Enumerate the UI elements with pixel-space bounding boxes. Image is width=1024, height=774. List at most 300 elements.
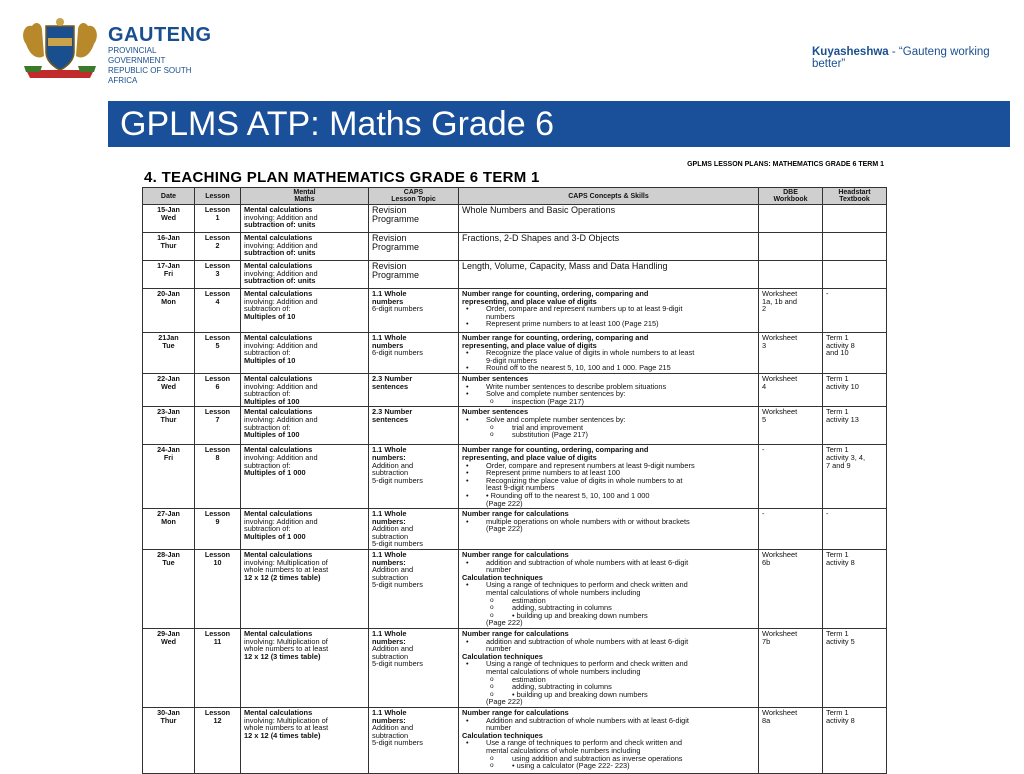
concept-line: o substitution (Page 217)	[462, 431, 755, 439]
headstart-line: Term 1	[826, 373, 849, 383]
lesson-label: Lesson	[204, 233, 231, 242]
cell-mental-maths	[241, 261, 369, 289]
lesson-label: Lesson	[204, 550, 231, 560]
lesson-label: Lesson	[204, 407, 231, 417]
mental-line: Mental calculations	[244, 629, 313, 638]
mental-line: involving: Addition and	[244, 414, 318, 424]
col-header-dbe	[759, 188, 823, 205]
topic-line: 1.1 Whole	[372, 509, 407, 519]
concept-line: number	[486, 723, 512, 733]
cell-dbe-workbook	[759, 289, 823, 333]
col-header-dbe-l1: DBE	[783, 189, 798, 196]
cell-dbe-workbook	[759, 509, 823, 550]
mental-line: involving: Addition and	[244, 268, 318, 278]
cell-concepts	[459, 407, 759, 445]
date-day: 29-Jan	[157, 629, 180, 638]
cell-headstart	[823, 407, 887, 445]
coat-of-arms-icon	[16, 16, 104, 80]
dbe-line: Worksheet	[762, 407, 798, 417]
headstart-line: and 10	[826, 348, 849, 358]
logo-name: GAUTENG	[108, 24, 212, 46]
topic-line: subtraction	[372, 468, 409, 478]
table-row	[143, 289, 887, 333]
lesson-label: Lesson	[204, 707, 231, 717]
cell-mental-maths	[241, 629, 369, 708]
cell-headstart	[823, 333, 887, 374]
concept-line: • addition and subtraction of whole numbers with at least 6-digit	[462, 638, 755, 646]
concept-line: • Order, compare and represent numbers at least 9-digit numbers	[462, 462, 755, 470]
table-row	[143, 407, 887, 445]
cell-date	[143, 261, 195, 289]
concept-line: • Recognizing the place value of digits in whole numbers to at	[462, 477, 755, 485]
concept-line: o • building up and breaking down numbers	[462, 691, 755, 699]
mental-line: subtraction of: units	[244, 220, 316, 230]
topic-line: subtraction	[372, 531, 409, 541]
col-header-lesson: Lesson	[195, 188, 241, 205]
table-row	[143, 333, 887, 374]
mental-line: subtraction of:	[244, 524, 291, 534]
topic-line: 1.1 Whole	[372, 629, 407, 638]
concept-line: • • Rounding off to the nearest 5, 10, 100 and 1 000	[462, 492, 755, 500]
lesson-label: Lesson	[204, 509, 231, 519]
cell-date	[143, 373, 195, 406]
dbe-line: Worksheet	[762, 707, 798, 717]
topic-line: 1.1 Whole	[372, 289, 407, 298]
topic-line: 1.1 Whole	[372, 707, 407, 717]
date-day: 27-Jan	[157, 509, 180, 519]
col-header-headstart-l2: Textbook	[839, 196, 870, 203]
concept-line: Calculation techniques	[462, 651, 543, 661]
col-header-caps	[369, 188, 459, 205]
logo-sub-line1: PROVINCIAL GOVERNMENT	[108, 46, 166, 65]
concept-line: number	[486, 565, 512, 575]
concept-line: • Recognize the place value of digits in whole numbers to at least	[462, 349, 755, 357]
mental-line: involving: Addition and	[244, 296, 318, 306]
table-row	[143, 233, 887, 261]
mental-line: subtraction of:	[244, 460, 291, 470]
concept-line: • Using a range of techniques to perform and check written and	[462, 660, 755, 668]
lesson-label: Lesson	[204, 261, 231, 270]
cell-concepts	[459, 373, 759, 406]
cell-concepts	[459, 289, 759, 333]
topic-line: Revision	[372, 261, 407, 271]
mental-line: whole numbers to at least	[244, 644, 329, 654]
concept-line: 9-digit numbers	[486, 355, 537, 365]
date-day: 28-Jan	[157, 550, 180, 560]
mental-line: subtraction of:	[244, 348, 291, 358]
concept-line: • Solve and complete number sentences by:	[462, 390, 755, 398]
cell-lesson	[195, 407, 241, 445]
table-body	[143, 205, 887, 774]
lesson-label: Lesson	[204, 289, 231, 298]
headstart-line: -	[826, 289, 829, 298]
cell-dbe-workbook	[759, 233, 823, 261]
headstart-line: activity 3, 4,	[826, 452, 866, 462]
cell-lesson-topic	[369, 550, 459, 629]
cell-dbe-workbook	[759, 373, 823, 406]
date-weekday: Wed	[160, 381, 177, 391]
cell-lesson	[195, 261, 241, 289]
cell-mental-maths	[241, 233, 369, 261]
col-header-caps-l2: Lesson Topic	[391, 196, 436, 203]
topic-line: numbers:	[372, 557, 406, 567]
lesson-number: 6	[215, 381, 220, 391]
cell-lesson	[195, 445, 241, 509]
mental-line: Mental calculations	[244, 205, 313, 214]
concept-line: • Order, compare and represent numbers up to at least 9-digit	[462, 305, 755, 313]
concept-line: o adding, subtracting in columns	[462, 683, 755, 691]
concept-line: • multiple operations on whole numbers with or without brackets	[462, 518, 755, 526]
cell-date	[143, 445, 195, 509]
cell-date	[143, 407, 195, 445]
cell-lesson-topic	[369, 509, 459, 550]
topic-line: numbers	[372, 296, 404, 306]
concept-line: (Page 222)	[486, 618, 523, 628]
mental-line: involving: Multiplication of	[244, 715, 328, 725]
topic-line: Addition and	[372, 644, 414, 654]
mental-line: subtraction of: units	[244, 276, 316, 286]
cell-date	[143, 205, 195, 233]
cell-mental-maths	[241, 373, 369, 406]
mental-line: involving: Addition and	[244, 516, 318, 526]
concept-line: Number range for calculations	[462, 629, 569, 638]
concept-line: representing, and place value of digits	[462, 340, 597, 350]
headstart-line: Term 1	[826, 407, 849, 417]
mental-line: involving: Addition and	[244, 240, 318, 250]
col-header-dbe-l2: Workbook	[773, 196, 808, 203]
col-header-mental-l1: Mental	[293, 189, 316, 196]
headstart-line: activity 8	[826, 557, 855, 567]
cell-date	[143, 629, 195, 708]
concept-line: • Write number sentences to describe problem situations	[462, 383, 755, 391]
concept-line: • Represent prime numbers to at least 100 (Page 215)	[462, 320, 755, 328]
cell-lesson-topic	[369, 373, 459, 406]
title-banner	[108, 101, 1010, 147]
mental-line: Mental calculations	[244, 289, 313, 298]
cell-dbe-workbook	[759, 550, 823, 629]
lesson-label: Lesson	[204, 333, 231, 342]
mental-line: Multiples of 100	[244, 396, 300, 406]
cell-concepts	[459, 333, 759, 374]
mental-line: 12 x 12 (3 times table)	[244, 651, 321, 661]
col-header-headstart-l1: Headstart	[838, 189, 871, 196]
date-weekday: Fri	[163, 452, 174, 462]
dbe-line: 5	[762, 414, 767, 424]
mental-line: Multiples of 1 000	[244, 531, 306, 541]
mental-line: Mental calculations	[244, 233, 313, 242]
dbe-line: Worksheet	[762, 333, 798, 342]
concept-line: • Represent prime numbers to at least 100	[462, 469, 755, 477]
dbe-line: 3	[762, 340, 767, 350]
concept-line: numbers	[486, 311, 515, 321]
cell-date	[143, 333, 195, 374]
cell-dbe-workbook	[759, 205, 823, 233]
lesson-number: 4	[215, 296, 220, 306]
concept-line: representing, and place value of digits	[462, 296, 597, 306]
date-day: 16-Jan	[157, 233, 180, 242]
cell-lesson	[195, 373, 241, 406]
topic-line: numbers:	[372, 516, 406, 526]
topic-line: sentences	[372, 414, 409, 424]
date-weekday: Tue	[162, 557, 175, 567]
headstart-line: -	[826, 509, 829, 519]
mental-line: Mental calculations	[244, 261, 313, 270]
mental-line: Mental calculations	[244, 333, 313, 342]
mental-line: subtraction of:	[244, 389, 291, 399]
table-header-row	[143, 188, 887, 205]
cell-concepts: Whole Numbers and Basic Operations	[459, 205, 759, 233]
topic-line: numbers	[372, 340, 404, 350]
mental-line: involving: Addition and	[244, 340, 318, 350]
tagline	[812, 46, 1024, 70]
mental-line: Mental calculations	[244, 373, 313, 383]
cell-date	[143, 233, 195, 261]
col-header-concepts: CAPS Concepts & Skills	[459, 188, 759, 205]
lesson-number: 1	[215, 212, 220, 222]
dbe-line: 8a	[762, 715, 771, 725]
mental-line: involving: Addition and	[244, 381, 318, 391]
cell-dbe-workbook	[759, 261, 823, 289]
date-weekday: Fri	[163, 268, 174, 278]
concept-line: • addition and subtraction of whole numbers with at least 6-digit	[462, 559, 755, 567]
mental-line: Multiples of 10	[244, 311, 296, 321]
cell-lesson	[195, 509, 241, 550]
topic-line: Revision	[372, 233, 407, 243]
topic-line: Addition and	[372, 723, 414, 733]
headstart-line: Term 1	[826, 445, 849, 455]
lesson-number: 7	[215, 414, 220, 424]
cell-date	[143, 509, 195, 550]
date-day: 30-Jan	[157, 707, 180, 717]
cell-concepts	[459, 550, 759, 629]
mental-line: subtraction of:	[244, 422, 291, 432]
concept-line: • Using a range of techniques to perform and check written and	[462, 581, 755, 589]
dbe-line: 2	[762, 304, 767, 314]
lesson-number: 3	[215, 268, 220, 278]
mental-line: subtraction of: units	[244, 248, 316, 258]
concept-line: • Addition and subtraction of whole numbers with at least 6-digit	[462, 717, 755, 725]
mental-line: subtraction of:	[244, 304, 291, 314]
mental-line: Multiples of 1 000	[244, 468, 306, 478]
cell-headstart	[823, 509, 887, 550]
dbe-line: -	[762, 445, 765, 455]
concept-line: mental calculations of whole numbers including	[486, 745, 641, 755]
table-row	[143, 261, 887, 289]
topic-line: 5-digit numbers	[372, 580, 423, 590]
cell-lesson	[195, 707, 241, 773]
cell-concepts: Fractions, 2-D Shapes and 3-D Objects	[459, 233, 759, 261]
headstart-line: Term 1	[826, 707, 849, 717]
cell-lesson-topic	[369, 333, 459, 374]
topic-line: Programme	[372, 214, 420, 224]
mental-line: Mental calculations	[244, 550, 313, 560]
cell-lesson-topic	[369, 205, 459, 233]
cell-lesson-topic	[369, 233, 459, 261]
dbe-line: 1a, 1b and	[762, 296, 797, 306]
cell-headstart	[823, 550, 887, 629]
concept-line: o estimation	[462, 676, 755, 684]
document-image	[136, 157, 888, 771]
logo-sub-line2: REPUBLIC OF SOUTH AFRICA	[108, 66, 192, 85]
concept-line: • Solve and complete number sentences by:	[462, 416, 755, 424]
document-title: 4. TEACHING PLAN MATHEMATICS GRADE 6 TERM 1	[144, 169, 540, 186]
cell-lesson-topic	[369, 707, 459, 773]
table-row	[143, 373, 887, 406]
topic-line: 5-digit numbers	[372, 475, 423, 485]
table-row	[143, 550, 887, 629]
lesson-number: 5	[215, 340, 220, 350]
cell-lesson	[195, 233, 241, 261]
mental-line: whole numbers to at least	[244, 723, 329, 733]
headstart-line: activity 13	[826, 414, 859, 424]
lesson-label: Lesson	[204, 205, 231, 214]
col-header-headstart	[823, 188, 887, 205]
date-day: 15-Jan	[157, 205, 180, 214]
date-day: 23-Jan	[157, 407, 180, 417]
concept-line: (Page 222)	[486, 697, 523, 707]
date-day: 21Jan	[158, 333, 179, 342]
date-day: 17-Jan	[157, 261, 180, 270]
concept-line: Number range for calculations	[462, 509, 569, 519]
topic-line: subtraction	[372, 572, 409, 582]
cell-mental-maths	[241, 333, 369, 374]
concept-line: • Round off to the nearest 5, 10, 100 and 1 000. Page 215	[462, 364, 755, 372]
lesson-number: 12	[213, 715, 222, 725]
cell-date	[143, 289, 195, 333]
dbe-line: Worksheet	[762, 629, 798, 638]
cell-headstart	[823, 289, 887, 333]
table-row	[143, 629, 887, 708]
headstart-line: activity 10	[826, 381, 859, 391]
topic-line: subtraction	[372, 730, 409, 740]
cell-concepts	[459, 707, 759, 773]
cell-dbe-workbook	[759, 445, 823, 509]
concept-line: o using addition and subtraction as inverse operations	[462, 755, 755, 763]
topic-line: Addition and	[372, 460, 414, 470]
table-row	[143, 707, 887, 773]
concept-line: representing, and place value of digits	[462, 452, 597, 462]
concept-line: Calculation techniques	[462, 572, 543, 582]
cell-mental-maths	[241, 407, 369, 445]
cell-lesson-topic	[369, 289, 459, 333]
dbe-line: 7b	[762, 636, 771, 646]
topic-line: 1.1 Whole	[372, 445, 407, 455]
cell-date	[143, 707, 195, 773]
cell-dbe-workbook	[759, 333, 823, 374]
topic-line: Programme	[372, 270, 420, 280]
cell-headstart	[823, 205, 887, 233]
lesson-label: Lesson	[204, 445, 231, 455]
col-header-date: Date	[143, 188, 195, 205]
lesson-number: 9	[215, 516, 220, 526]
concept-line: • Use a range of techniques to perform and check written and	[462, 739, 755, 747]
topic-line: Programme	[372, 242, 420, 252]
headstart-line: activity 5	[826, 636, 855, 646]
date-weekday: Thur	[160, 240, 177, 250]
concept-line: o inspection (Page 217)	[462, 398, 755, 406]
topic-line: sentences	[372, 381, 409, 391]
date-weekday: Thur	[160, 715, 177, 725]
cell-dbe-workbook	[759, 707, 823, 773]
cell-lesson	[195, 333, 241, 374]
cell-date	[143, 550, 195, 629]
mental-line: Multiples of 10	[244, 355, 296, 365]
page-title: GPLMS ATP: Maths Grade 6	[120, 105, 554, 143]
topic-line: 6-digit numbers	[372, 348, 423, 358]
date-day: 24-Jan	[157, 445, 180, 455]
dbe-line: -	[762, 509, 765, 519]
topic-line: 6-digit numbers	[372, 304, 423, 314]
concept-line: Number range for counting, ordering, comparing and	[462, 333, 649, 342]
dbe-line: Worksheet	[762, 550, 798, 560]
cell-headstart	[823, 445, 887, 509]
concept-line: Number range for calculations	[462, 550, 569, 560]
mental-line: involving: Addition and	[244, 452, 318, 462]
topic-line: 5-digit numbers	[372, 738, 423, 748]
cell-lesson-topic	[369, 261, 459, 289]
lesson-number: 10	[213, 557, 222, 567]
lesson-number: 11	[213, 636, 222, 646]
date-weekday: Wed	[160, 212, 177, 222]
headstart-line: Term 1	[826, 629, 849, 638]
mental-line: Mental calculations	[244, 509, 313, 519]
topic-line: 1.1 Whole	[372, 550, 407, 560]
cell-lesson-topic	[369, 445, 459, 509]
cell-mental-maths	[241, 550, 369, 629]
topic-line: 5-digit numbers	[372, 659, 423, 669]
mental-line: Mental calculations	[244, 707, 313, 717]
headstart-line: activity 8	[826, 715, 855, 725]
date-weekday: Mon	[161, 296, 176, 306]
cell-mental-maths	[241, 445, 369, 509]
concept-line: Number range for counting, ordering, comparing and	[462, 289, 649, 298]
mental-line: Mental calculations	[244, 407, 313, 417]
dbe-line: Worksheet	[762, 289, 798, 298]
topic-line: 2.3 Number	[372, 407, 413, 417]
concept-line: o • building up and breaking down numbers	[462, 612, 755, 620]
tagline-brand: Kuyasheshwa	[812, 46, 889, 58]
cell-dbe-workbook	[759, 407, 823, 445]
lesson-label: Lesson	[204, 373, 231, 383]
cell-headstart	[823, 373, 887, 406]
cell-concepts	[459, 629, 759, 708]
mental-line: 12 x 12 (2 times table)	[244, 572, 321, 582]
topic-line: Addition and	[372, 524, 414, 534]
concept-line: Number range for calculations	[462, 707, 569, 717]
concept-line: Calculation techniques	[462, 730, 543, 740]
concept-line: (Page 222)	[486, 498, 523, 508]
topic-line: numbers:	[372, 452, 406, 462]
tagline-text: - “Gauteng working better”	[812, 46, 990, 70]
cell-concepts: Length, Volume, Capacity, Mass and Data Handling	[459, 261, 759, 289]
topic-line: subtraction	[372, 651, 409, 661]
mental-line: Mental calculations	[244, 445, 313, 455]
date-weekday: Thur	[160, 414, 177, 424]
cell-headstart	[823, 707, 887, 773]
concept-line: o estimation	[462, 597, 755, 605]
cell-mental-maths	[241, 289, 369, 333]
topic-line: 5-digit numbers	[372, 539, 423, 549]
concept-line: o • using a calculator (Page 222- 223)	[462, 762, 755, 770]
cell-headstart	[823, 233, 887, 261]
topic-line: Addition and	[372, 565, 414, 575]
table-row	[143, 509, 887, 550]
mental-line: involving: Multiplication of	[244, 557, 328, 567]
teaching-plan-table	[142, 187, 887, 774]
cell-mental-maths	[241, 509, 369, 550]
concept-line: Number range for counting, ordering, comparing and	[462, 445, 649, 455]
mental-line: whole numbers to at least	[244, 565, 329, 575]
